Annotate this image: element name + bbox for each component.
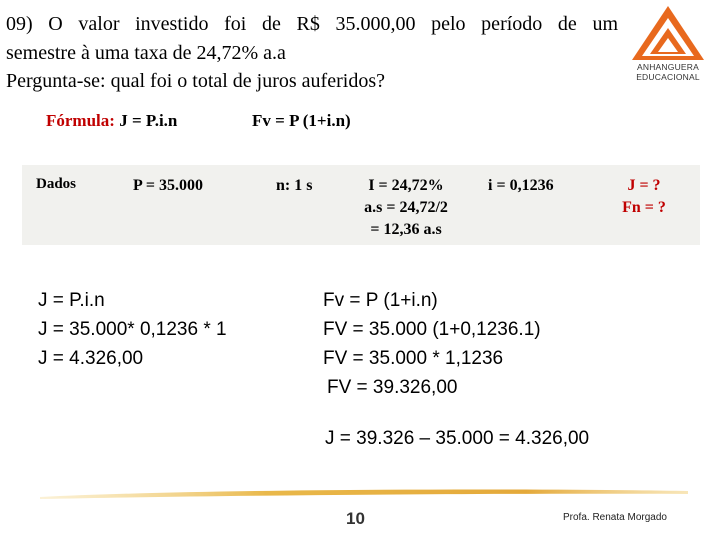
final-result: J = 39.326 – 35.000 = 4.326,00 [325, 428, 590, 449]
formula-interest [46, 111, 177, 131]
logo-text-line-2: EDUCACIONAL [636, 72, 700, 82]
calc-fv-line-2: FV = 35.000 (1+0,1236.1) [323, 319, 541, 340]
dados-period: n: 1 s [276, 177, 313, 194]
dados-rate-line-1: I = 24,72% [368, 177, 444, 194]
footer-decorative-bar [40, 487, 688, 501]
calc-interest-line-1: J = P.i.n [38, 290, 105, 311]
calc-interest-line-2: J = 35.000* 0,1236 * 1 [38, 319, 227, 340]
dados-unknown-j: J = ? [627, 177, 661, 194]
dados-unknown-fn: Fn = ? [622, 199, 666, 216]
calc-interest [38, 286, 227, 373]
page-number: 10 [346, 509, 365, 528]
calc-fv-line-3: FV = 35.000 * 1,1236 [323, 348, 504, 369]
triangle-logo-icon [624, 4, 712, 62]
question-line-1: 09) O valor investido foi de R$ 35.000,00 pelo período de um [6, 13, 618, 35]
dados-label: Dados [36, 176, 77, 192]
question-line-3: Pergunta-se: qual foi o total de juros auferidos? [6, 70, 385, 92]
question-line-2: semestre à uma taxa de 24,72% a.a [6, 42, 286, 64]
formula-interest-text: J = P.i.n [119, 111, 178, 130]
dados-rate-line-3: = 12,36 a.s [370, 221, 442, 238]
author-credit: Profa. Renata Morgado [563, 512, 667, 523]
dados-rate [338, 175, 474, 241]
calc-fv-line-4: FV = 39.326,00 [327, 377, 458, 398]
dados-unknowns [604, 175, 684, 219]
dados-rate-decimal: i = 0,1236 [488, 177, 554, 194]
dados-principal: P = 35.000 [133, 177, 204, 194]
calc-interest-line-3: J = 4.326,00 [38, 348, 144, 369]
calc-fv [323, 286, 541, 402]
formula-label: Fórmula: [46, 111, 115, 130]
logo-text-line-1: ANHANGUERA [637, 62, 699, 72]
dados-rate-line-2: a.s = 24,72/2 [364, 199, 448, 216]
anhanguera-logo [624, 4, 712, 84]
formula-future-value: Fv = P (1+i.n) [252, 111, 351, 130]
calc-fv-line-1: Fv = P (1+i.n) [323, 290, 438, 311]
